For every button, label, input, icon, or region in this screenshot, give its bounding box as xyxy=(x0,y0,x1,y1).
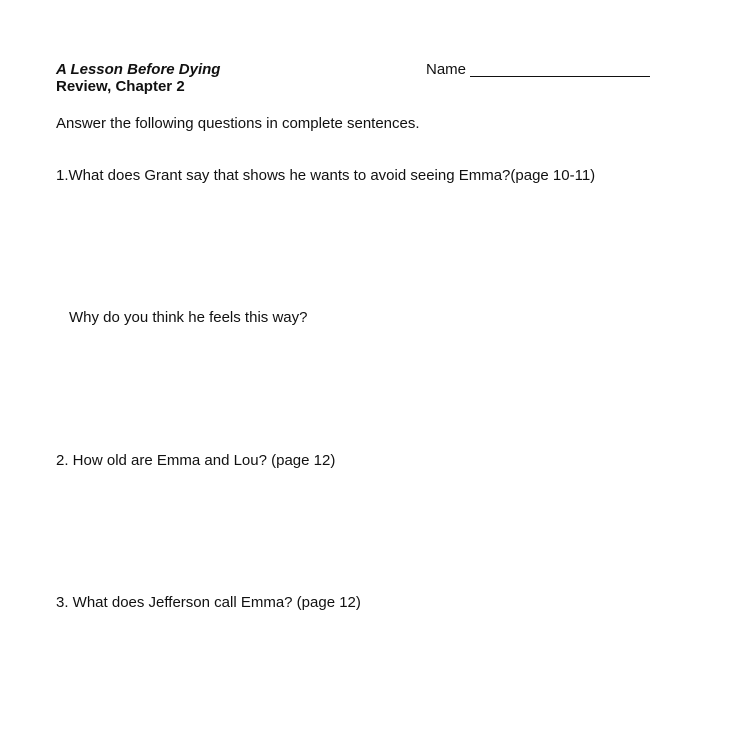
question-1-followup: Why do you think he feels this way? xyxy=(69,309,308,326)
name-label: Name xyxy=(426,61,467,78)
name-blank-line xyxy=(470,76,650,77)
question-1: 1.What does Grant say that shows he wants to avoid seeing Emma?(page 10-11) xyxy=(56,167,596,184)
book-title: A Lesson Before Dying xyxy=(56,61,221,78)
question-2: 2. How old are Emma and Lou? (page 12) xyxy=(56,452,336,469)
name-field xyxy=(426,61,650,78)
worksheet-subtitle: Review, Chapter 2 xyxy=(56,78,185,95)
question-3: 3. What does Jefferson call Emma? (page 12) xyxy=(56,594,361,611)
instructions: Answer the following questions in complete sentences. xyxy=(56,115,420,132)
